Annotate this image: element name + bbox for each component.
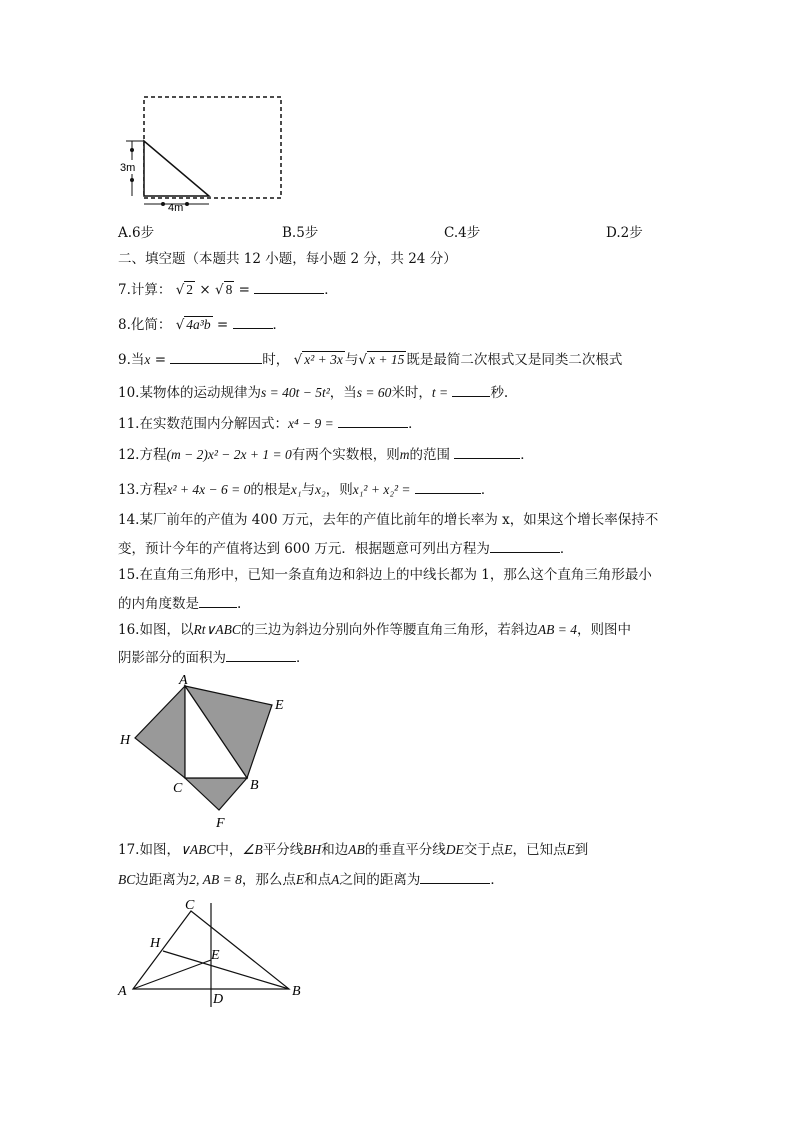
- question-17-line1: 17.如图，∨ABC中，∠B平分线BH和边AB的垂直平分线DE交于点E，已知点E到: [118, 842, 589, 858]
- label-E: E: [211, 948, 220, 963]
- option-d: D.2步: [606, 225, 643, 241]
- label-H: H: [150, 936, 161, 951]
- answer-blank[interactable]: [226, 647, 296, 662]
- question-9: 9.当x = 时， √ x² + 3x 与√ x + 15 既是最简二次根式又是同类二次根式: [118, 349, 622, 370]
- figure-17: [115, 895, 315, 1010]
- question-11: 11.在实数范围内分解因式：x⁴ − 9 = ．: [118, 413, 422, 434]
- label-4m: 4m: [168, 202, 184, 214]
- question-14-line2: 变，预计今年的产值将达到 600 万元．根据题意可列出方程为 ．: [118, 538, 573, 559]
- option-b: B.5步: [282, 225, 319, 241]
- label-A: A: [118, 984, 127, 999]
- label-C: C: [185, 898, 195, 913]
- answer-blank[interactable]: [454, 444, 520, 459]
- option-c: C.4步: [444, 225, 481, 241]
- question-17-line2: BC边距离为2, AB = 8，那么点E和点A之间的距离为 ．: [118, 869, 504, 890]
- label-H: H: [120, 733, 131, 748]
- question-7: 7.计算： √ 2 × √ 8 = ．: [118, 279, 338, 300]
- label-C: C: [173, 781, 183, 796]
- figure-16: [115, 672, 295, 832]
- option-a: A.6步: [118, 225, 155, 241]
- label-B: B: [292, 984, 301, 999]
- question-10: 10.某物体的运动规律为s = 40t − 5t²，当s = 60米时，t = 秒.: [118, 382, 508, 403]
- label-E: E: [275, 698, 284, 713]
- answer-blank[interactable]: [338, 413, 408, 428]
- section-heading: 二、填空题（本题共 12 小题，每小题 2 分，共 24 分）: [118, 251, 457, 267]
- answer-blank[interactable]: [490, 538, 560, 553]
- label-D: D: [213, 992, 224, 1007]
- answer-blank[interactable]: [254, 279, 324, 294]
- question-15-line1: 15.在直角三角形中，已知一条直角边和斜边上的中线长都为 1，那么这个直角三角形最小: [118, 567, 652, 583]
- answer-blank[interactable]: [415, 479, 481, 494]
- question-16-line2: 阴影部分的面积为 ．: [118, 647, 310, 668]
- label-B: B: [250, 778, 259, 793]
- label-F: F: [216, 816, 225, 831]
- label-3m: 3m: [120, 162, 136, 174]
- label-A: A: [179, 673, 188, 688]
- answer-blank[interactable]: [170, 349, 262, 364]
- question-12: 12.方程(m − 2)x² − 2x + 1 = 0有两个实数根，则m的范围 ．: [118, 444, 534, 465]
- question-16-line1: 16.如图，以Rt∨ABC的三边为斜边分别向外作等腰直角三角形，若斜边AB = 4，则图中: [118, 622, 631, 638]
- answer-blank[interactable]: [420, 869, 490, 884]
- question-8: 8.化简： √ 4a³b = ．: [118, 314, 286, 335]
- question-15-line2: 的内角度数是 .: [118, 593, 241, 614]
- question-13: 13.方程x² + 4x − 6 = 0的根是x₁与x₂，则x₁² + x₂² = ．: [118, 479, 494, 500]
- answer-blank[interactable]: [199, 593, 237, 608]
- answer-blank[interactable]: [452, 382, 490, 397]
- question-14-line1: 14.某厂前年的产值为 400 万元，去年的产值比前年的增长率为 x，如果这个增长率保持不: [118, 512, 659, 528]
- answer-blank[interactable]: [233, 314, 273, 329]
- rect-triangle-figure: [115, 92, 290, 214]
